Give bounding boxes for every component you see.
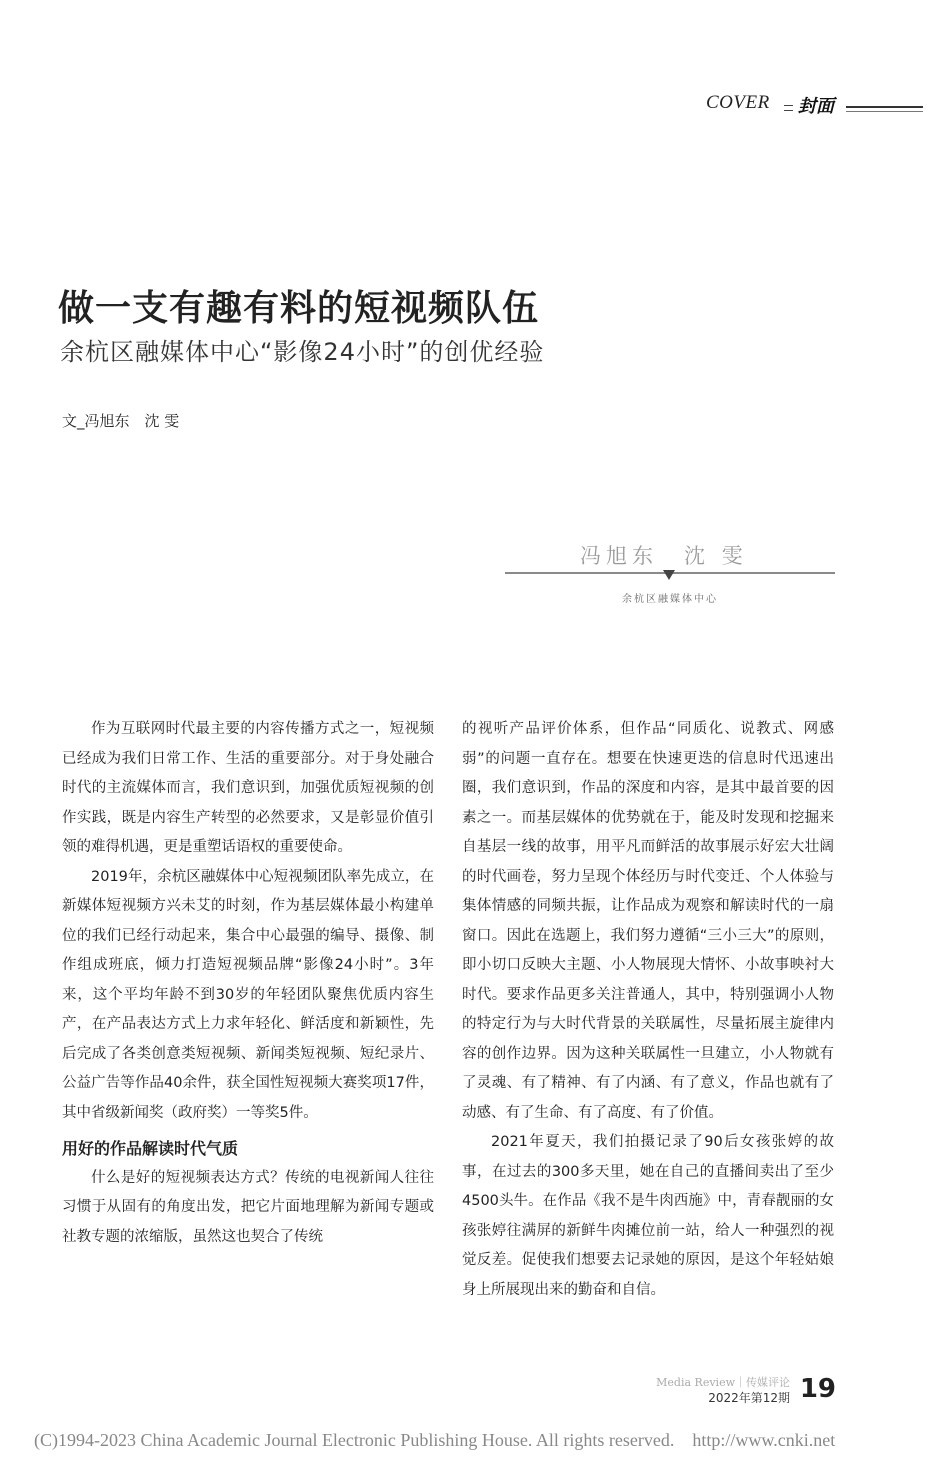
article-subtitle: 余杭区融媒体中心“影像24小时”的创优经验 — [60, 338, 545, 366]
section-label: 封面 — [798, 96, 834, 117]
byline: 文_冯旭东 沈 雯 — [62, 412, 180, 430]
page-footer — [640, 1374, 840, 1406]
paragraph: 2019年，余杭区融媒体中心短视频团队率先成立，在新媒体短视频方兴未艾的时刻，作为基层媒体最小构建单位的我们已经行动起来，集合中心最强的编导、摄像、制作组成班底，倾力打造短视频品牌“影像24小时”。3年来，这个平均年龄不到30岁的年轻团队聚焦优质内容生产，在产品表达方式上力求年轻化、鲜活度和新颖性，先后完成了各类创意类短视频、新闻类短视频、短纪录片、公益广告等作品40余件，获全国性短视频大赛奖项17件，其中省级新闻奖（政府奖）一等奖5件。 — [62, 868, 434, 1121]
magazine-name: Media Review｜传媒评论 — [656, 1376, 790, 1389]
paragraph: 作为互联网时代最主要的内容传播方式之一，短视频已经成为我们日常工作、生活的重要部分。对于身处融合时代的主流媒体而言，我们意识到，加强优质短视频的创作实践，既是内容生产转型的必然要求，又是彰显价值引领的难得机遇，更是重塑话语权的重要使命。 — [62, 721, 434, 855]
running-header — [700, 92, 925, 118]
issue-label: 2022年第12期 — [708, 1391, 790, 1405]
copyright-notice: (C)1994-2023 China Academic Journal Electronic Publishing House. All rights reserved. http://www.cnki.net — [34, 1430, 836, 1450]
paragraph: 什么是好的短视频表达方式？传统的电视新闻人往往习惯于从固有的角度出发，把它片面地理解为新闻专题或社教专题的浓缩版，虽然这也契合了传统 — [62, 1169, 434, 1245]
left-column — [62, 715, 434, 1252]
paragraph: 2021年夏天，我们拍摄记录了90后女孩张婷的故事，在过去的300多天里，她在自己的直播间卖出了至少4500头牛。在作品《我不是牛肉西施》中，青春靓丽的女孩张婷往满屏的新鲜牛肉摊位前一站，给人一种强烈的视觉反差。促使我们想要去记录她的原因，是这个年轻姑娘身上所展现出来的勤奋和自信。 — [462, 1134, 834, 1298]
header-divider — [784, 105, 793, 111]
paragraph: 的视听产品评价体系，但作品“同质化、说教式、网感弱”的问题一直存在。想要在快速更迭的信息时代迅速出圈，我们意识到，作品的深度和内容，是其中最首要的因素之一。而基层媒体的优势就在于，能及时发现和挖掘来自基层一线的故事，用平凡而鲜活的故事展示好宏大壮阔的时代画卷，努力呈现个体经历与时代变迁、个人体验与集体情感的同频共振，让作品成为观察和解读时代的一扇窗口。因此在选题上，我们努力遵循“三小三大”的原则，即小切口反映大主题、小人物展现大情怀、小故事映衬大时代。要求作品更多关注普通人，其中，特别强调小人物的特定行为与大时代背景的关联属性，尽量拓展主旋律内容的创作边界。因为这种关联属性一旦建立，小人物就有了灵魂、有了精神、有了内涵、有了意义，作品也就有了动感、有了生命、有了高度、有了价值。 — [462, 721, 834, 1121]
author-names: 冯旭东 沈 雯 — [580, 544, 748, 568]
cover-label: COVER — [706, 92, 770, 113]
page-number: 19 — [799, 1374, 836, 1404]
author-organization: 余杭区融媒体中心 — [622, 594, 718, 605]
author-box — [505, 540, 835, 610]
article-title: 做一支有趣有料的短视频队伍 — [58, 288, 540, 329]
right-column — [462, 715, 834, 1305]
triangle-marker-icon — [663, 570, 675, 580]
section-heading: 用好的作品解读时代气质 — [62, 1139, 239, 1158]
header-rule — [846, 106, 923, 112]
